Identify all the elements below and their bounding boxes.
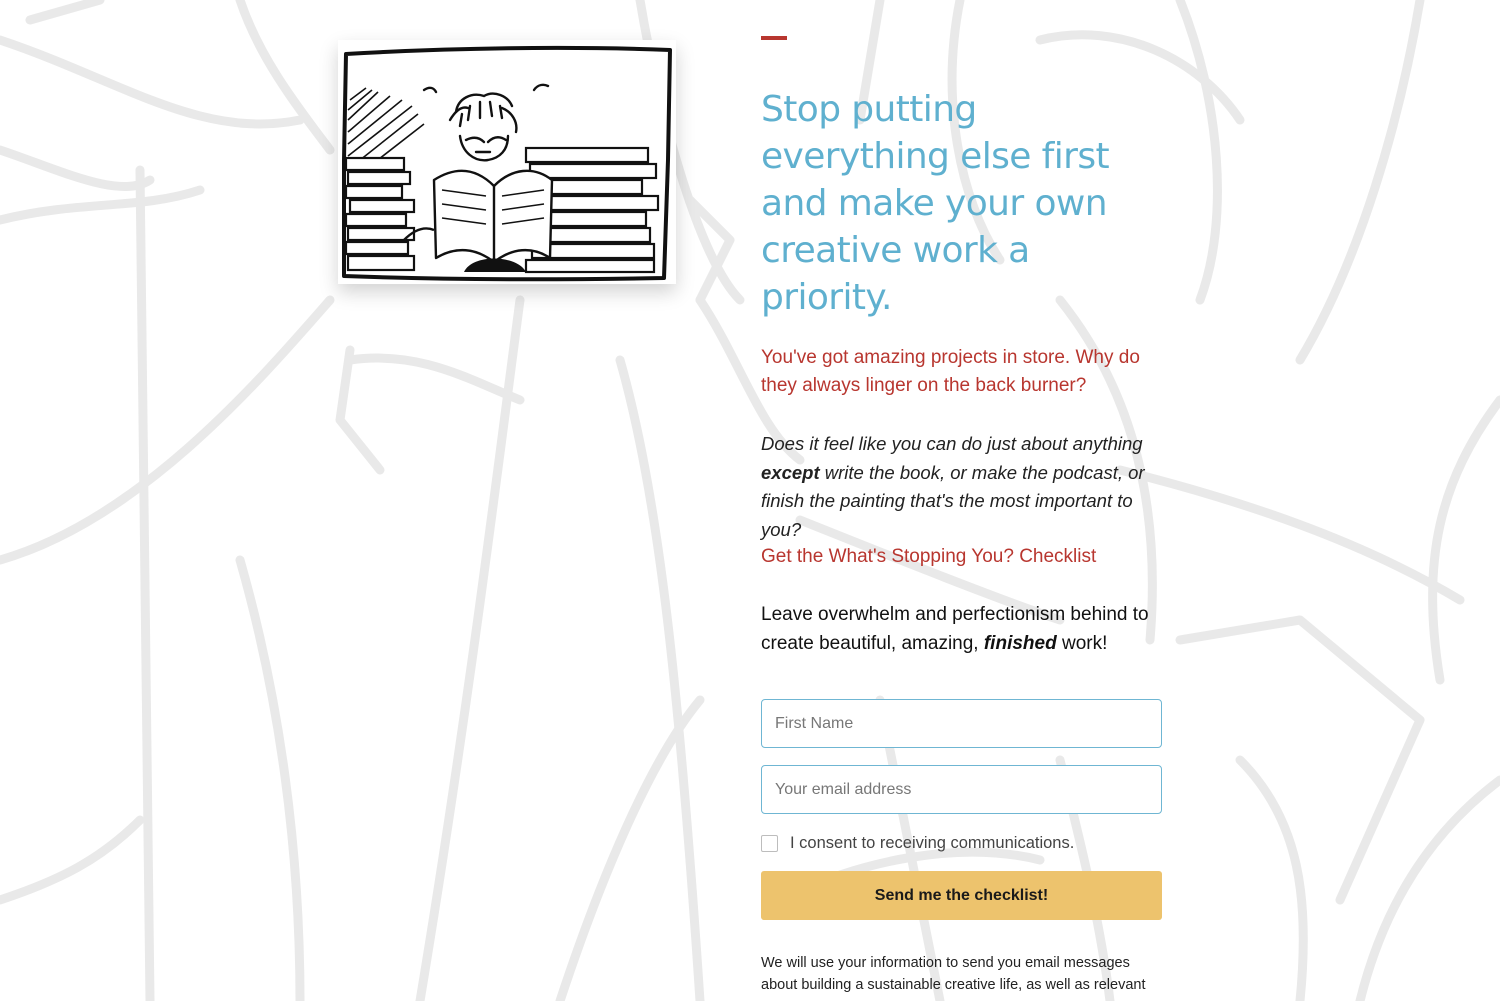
lead-paragraph [761,430,1165,544]
person-reading-icon [338,40,676,284]
pitch-emphasis: finished [983,633,1057,654]
send-checklist-button[interactable]: Send me the checklist! [761,871,1162,920]
illustration-card [338,40,676,284]
lead-text-start: Does it feel like you can do just about anything [761,433,1143,454]
checklist-pitch [761,600,1165,658]
pitch-text-end: work! [1056,633,1108,654]
checklist-title: Get the What's Stopping You? Checklist [761,546,1097,567]
consent-row [761,832,1165,854]
first-name-input[interactable] [761,699,1162,748]
lead-emphasis: except [761,461,820,483]
subheadline: You've got amazing projects in store. Why do they always linger on the back burner? [761,347,1140,396]
lead-text-end: write the book, or make the podcast, or finish the painting that's the most important to you? [761,461,1145,540]
email-input[interactable] [761,765,1162,814]
page-headline: Stop putting everything else first and make your own creative work a priority. [761,89,1109,318]
privacy-disclaimer: We will use your information to send you email messages about building a sustainable creative life, as well as relevant [761,955,1146,993]
accent-bar [761,36,787,40]
consent-checkbox[interactable] [761,835,778,852]
pitch-text-start: Leave overwhelm and perfectionism behind to create beautiful, amazing, [761,604,1149,654]
consent-label[interactable]: I consent to receiving communications. [790,833,1075,852]
